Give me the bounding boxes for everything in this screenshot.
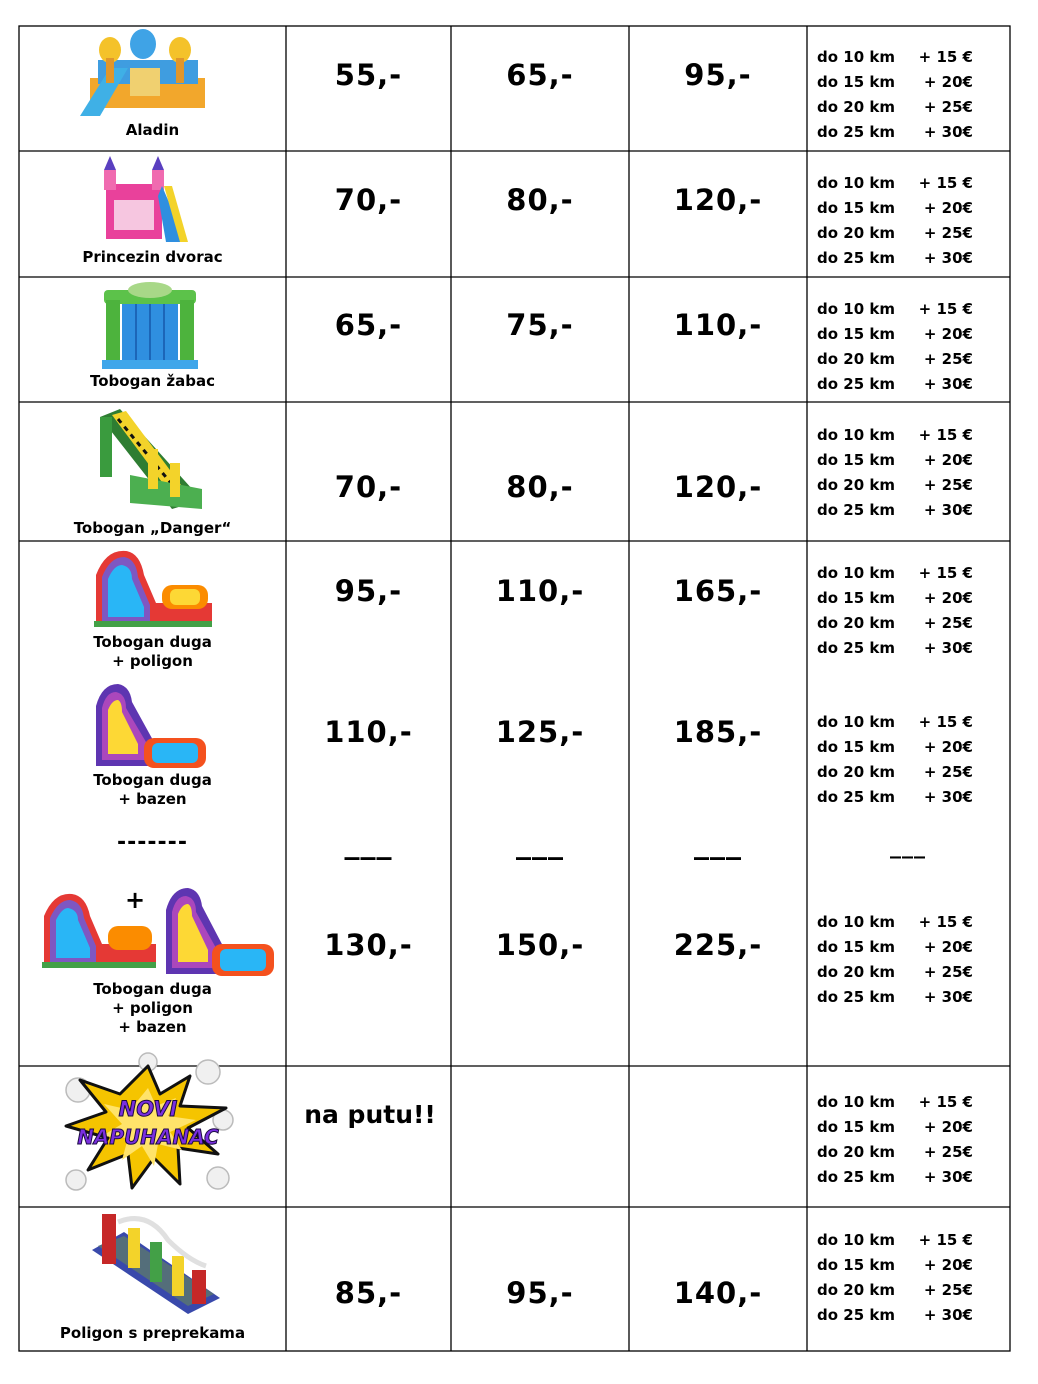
- badge-text-novi: NOVI: [118, 1097, 178, 1121]
- delivery-fees-new-item: do 10 km + 15 € do 15 km + 20€ do 20 km + 25€ do 25 km + 30€: [817, 1093, 973, 1186]
- row-name-tobogan-zabac: Tobogan žabac: [90, 372, 215, 390]
- separator-price-col-3: ___: [694, 826, 742, 861]
- delivery-fees-combo: do 10 km + 15 € do 15 km + 20€ do 20 km + 25€ do 25 km + 30€: [817, 913, 973, 1006]
- price-duga-bazen-3: 185,-: [673, 715, 763, 749]
- separator-price-col-2: ___: [516, 826, 564, 861]
- separator-price-col-1: ___: [344, 826, 393, 861]
- delivery-fees-danger: do 10 km + 15 € do 15 km + 20€ do 20 km + 25€ do 25 km + 30€: [817, 426, 973, 519]
- row-name-duga-poligon-bazen: Tobogan duga + poligon + bazen: [93, 980, 212, 1036]
- price-danger-2: 80,-: [506, 470, 574, 504]
- delivery-fees-aladin: do 10 km + 15 € do 15 km + 20€ do 20 km + 25€ do 25 km + 30€: [817, 48, 973, 141]
- delivery-fees-princezin: do 10 km + 15 € do 15 km + 20€ do 20 km + 25€ do 25 km + 30€: [817, 174, 973, 267]
- row-name-tobogan-danger: Tobogan „Danger“: [73, 519, 232, 537]
- delivery-fees-duga-poligon: do 10 km + 15 € do 15 km + 20€ do 20 km + 25€ do 25 km + 30€: [817, 564, 973, 657]
- combo-plus-sign: +: [124, 886, 146, 914]
- price-aladin-2: 65,-: [506, 58, 574, 92]
- separator-fee-col: ___: [890, 834, 926, 859]
- price-duga-bazen-1: 110,-: [324, 715, 413, 749]
- price-zabac-1: 65,-: [334, 308, 403, 342]
- price-zabac-3: 110,-: [673, 308, 763, 342]
- row-name-poligon-s-preprekama: Poligon s preprekama: [59, 1324, 246, 1342]
- row-name-duga-bazen: Tobogan duga + bazen: [93, 771, 212, 808]
- price-duga-poligon-3: 165,-: [673, 574, 763, 608]
- price-aladin-1: 55,-: [334, 58, 403, 92]
- new-item-note: na putu!!: [304, 1100, 436, 1129]
- delivery-fees-zabac: do 10 km + 15 € do 15 km + 20€ do 20 km + 25€ do 25 km + 30€: [817, 300, 973, 393]
- new-item-badge: [58, 1050, 238, 1200]
- delivery-fees-duga-bazen: do 10 km + 15 € do 15 km + 20€ do 20 km + 25€ do 25 km + 30€: [817, 713, 973, 806]
- price-zabac-2: 75,-: [506, 308, 574, 342]
- badge-text-napuhanac: NAPUHANAC: [77, 1125, 219, 1149]
- price-princezin-3: 120,-: [673, 183, 763, 217]
- aladin-bouncer-image: [80, 28, 210, 120]
- price-poligon-2: 95,-: [506, 1276, 574, 1310]
- price-duga-poligon-2: 110,-: [495, 574, 585, 608]
- price-duga-poligon-1: 95,-: [334, 574, 403, 608]
- separator-name-col: -------: [117, 830, 188, 855]
- delivery-fees-poligon: do 10 km + 15 € do 15 km + 20€ do 20 km + 25€ do 25 km + 30€: [817, 1231, 973, 1324]
- rainbow-slide-obstacle-image: [92, 545, 214, 629]
- row-name-aladin: Aladin: [125, 121, 180, 139]
- rainbow-slide-pool-image: [92, 680, 210, 772]
- princess-castle-image: [100, 156, 190, 244]
- price-poligon-1: 85,-: [334, 1276, 403, 1310]
- price-aladin-3: 95,-: [684, 58, 752, 92]
- price-duga-bazen-2: 125,-: [495, 715, 585, 749]
- danger-slide-image: [90, 405, 210, 515]
- price-combo-1: 130,-: [324, 928, 413, 962]
- frog-slide-image: [100, 280, 200, 370]
- price-combo-3: 225,-: [673, 928, 763, 962]
- price-princezin-1: 70,-: [334, 183, 403, 217]
- price-danger-1: 70,-: [334, 470, 403, 504]
- combo-rainbow-pool-image: [162, 884, 278, 980]
- price-princezin-2: 80,-: [506, 183, 574, 217]
- obstacle-course-image: [88, 1210, 223, 1322]
- price-danger-3: 120,-: [673, 470, 763, 504]
- price-poligon-3: 140,-: [673, 1276, 763, 1310]
- row-name-duga-poligon: Tobogan duga + poligon: [93, 633, 212, 670]
- price-combo-2: 150,-: [495, 928, 585, 962]
- row-name-princezin-dvorac: Princezin dvorac: [82, 248, 223, 266]
